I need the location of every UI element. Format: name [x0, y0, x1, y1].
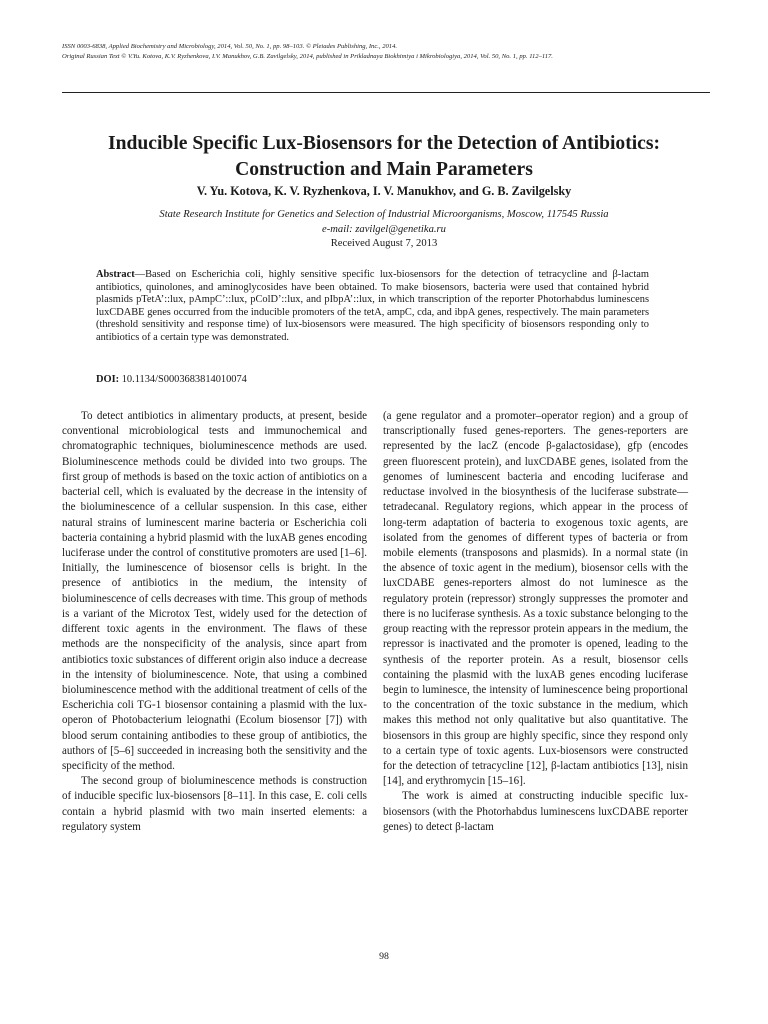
title-line-2: Construction and Main Parameters — [235, 159, 533, 180]
body-paragraph: To detect antibiotics in alimentary products, at present, beside conventional microbiological tests and immunochemical and chromatographic techniques, bioluminescence methods are used. Bioluminescence methods could be divided into two groups. The first group of methods is based on the toxic action of antibiotics on a bacterial cell, which is evaluated by the decrease in the intensity of the bioluminescence of a cellular suspension. In this case, either natural strains of luminescent marine bacteria or Escherichia coli bacteria containing a hybrid plasmid with the luxAB genes encoding luciferase under the control of constitutive promoters are used [1–6]. Initially, the luminescence of biosensor cells is bright. In the presence of antibiotics in the medium, the intensity of bioluminescence of cells decreases with time. This group of methods is a variant of the Microtox Test, widely used for the detection of different toxic agents in the environment. The flaws of these methods are the nonspecificity of the analysis, since apart from antibiotics toxic substances of different origin also induce a decrease in the intensity of bioluminescence. Note, that using a combined bioluminescence method with the additional treatment of cells of the Escherichia coli TG-1 biosensor containing a plasmid with the lux-operon of Photobacterium leiognathi (Ecolum biosensor [7]) with blood serum containing antibodies to these group of antibiotics, the authors of [5–6] succeeded in increasing both the sensitivity and the specificity of the method. — [62, 410, 367, 773]
header-rule — [62, 92, 710, 93]
doi-line — [96, 373, 649, 386]
journal-citation-line: ISSN 0003-6838, Applied Biochemistry and Microbiology, 2014, Vol. 50, No. 1, pp. 98–103. © Pleiades Publishing, Inc., 2014. — [62, 43, 398, 50]
abstract-label: Abstract — [96, 269, 135, 280]
body-paragraph: (a gene regulator and a promoter–operator region) and a group of transcriptionally fused genes-reporters. The genes-reporters are represented by the lacZ (encode β-galactosidase), gfp (encodes green fluorescent protein), and luxCDABE genes, isolated from the genomes of luminescent bacteria and encoding luciferase and reductase involved in the biosynthesis of the luciferase substrate—tetradecanal. Regulatory regions, which appear in the process of long-term adaptation of bacteria to exogenous toxic agents, are isolated from the genomes of different types of bacteria or from mobile elements (transposons and plasmids). In a normal state (in the absence of toxic agent in the medium), biosensor cells with the luxCDABE genes-reporters almost do not luminesce as the regulatory protein (repressor) strongly suppresses the promoter and there is no luciferase synthesis. As a toxic substance belonging to the group reacting with the repressor protein appears in the medium, the repressor is inactivated and the promoter is opened, leading to the synthesis of the reporter protein. As a result, biosensor cells containing the plasmid with the luxAB genes encoding luciferase begin to luminesce, the intensity of luminescence being proportional to the concentration of the toxic substance in the medium, which makes this method not only qualitative but also quantitative. The biosensors in this group are highly specific, since they respond only to a certain type of toxic agents. Lux-biosensors were constructed for the detection of tetracycline [12], β-lactam antibiotics [13], nisin [14], and erythromycin [15–16]. — [383, 410, 688, 788]
body-column-right — [383, 409, 688, 835]
body-column-left — [62, 409, 367, 835]
body-paragraph: The work is aimed at constructing inducible specific lux-biosensors (with the Photorhabdus luminescens luxCDABE reporter genes) to detect β-lactam — [383, 790, 688, 833]
original-text-line: Original Russian Text © V.Yu. Kotova, K.V. Ryzhenkova, I.V. Manukhov, G.B. Zavilgelsky, 2014, published in Prikladnaya Biokhimiya i Mikrobiologiya, 2014, Vol. 50, No. 1, pp. 112–117. — [62, 52, 553, 60]
doi-value[interactable]: 10.1134/S0003683814010074 — [121, 374, 247, 385]
received-date: Received August 7, 2013 — [330, 238, 438, 249]
journal-header — [62, 42, 722, 61]
doi-label: DOI: — [96, 374, 120, 385]
institute-affiliation: State Research Institute for Genetics and Selection of Industrial Microorganisms, Moscow, 117545 Russia — [159, 209, 609, 220]
contact-email[interactable]: e-mail: zavilgel@genetika.ru — [322, 223, 446, 235]
body-paragraph: The second group of bioluminescence methods is construction of inducible specific lux-biosensors [8–11]. In this case, E. coli cells contain a hybrid plasmid with two main inserted elements: a regulatory system — [62, 775, 367, 833]
author-list: V. Yu. Kotova, K. V. Ryzhenkova, I. V. Manukhov, and G. B. Zavilgelsky — [196, 184, 572, 198]
title-line-1: Inducible Specific Lux-Biosensors for the Detection of Antibiotics: — [107, 133, 661, 154]
page-number: 98 — [379, 951, 389, 962]
abstract-text: —Based on Escherichia coli, highly sensitive specific lux-biosensors for the detection of tetracycline and β-lactam antibiotics, quinolones, and aminoglycosides have been obtained. To make biosensors, bacteria were used that contained hybrid plasmids pTetA’::lux, pAmpC’::lux, pColD’::lux, and pIbpA’::lux, in which transcription of the reporter Photorhabdus luminescens luxCDABE genes occurred from the inducible promoters of the tetA, ampC, cda, and ibpA genes, respectively. The main parameters (threshold sensitivity and response time) of lux-biosensors were measured. The high specificity of biosensors responding only to antibiotics of a certain type was demonstrated. — [96, 269, 649, 343]
paper-title — [0, 131, 768, 183]
abstract — [96, 269, 649, 345]
affiliation-block — [0, 208, 768, 252]
